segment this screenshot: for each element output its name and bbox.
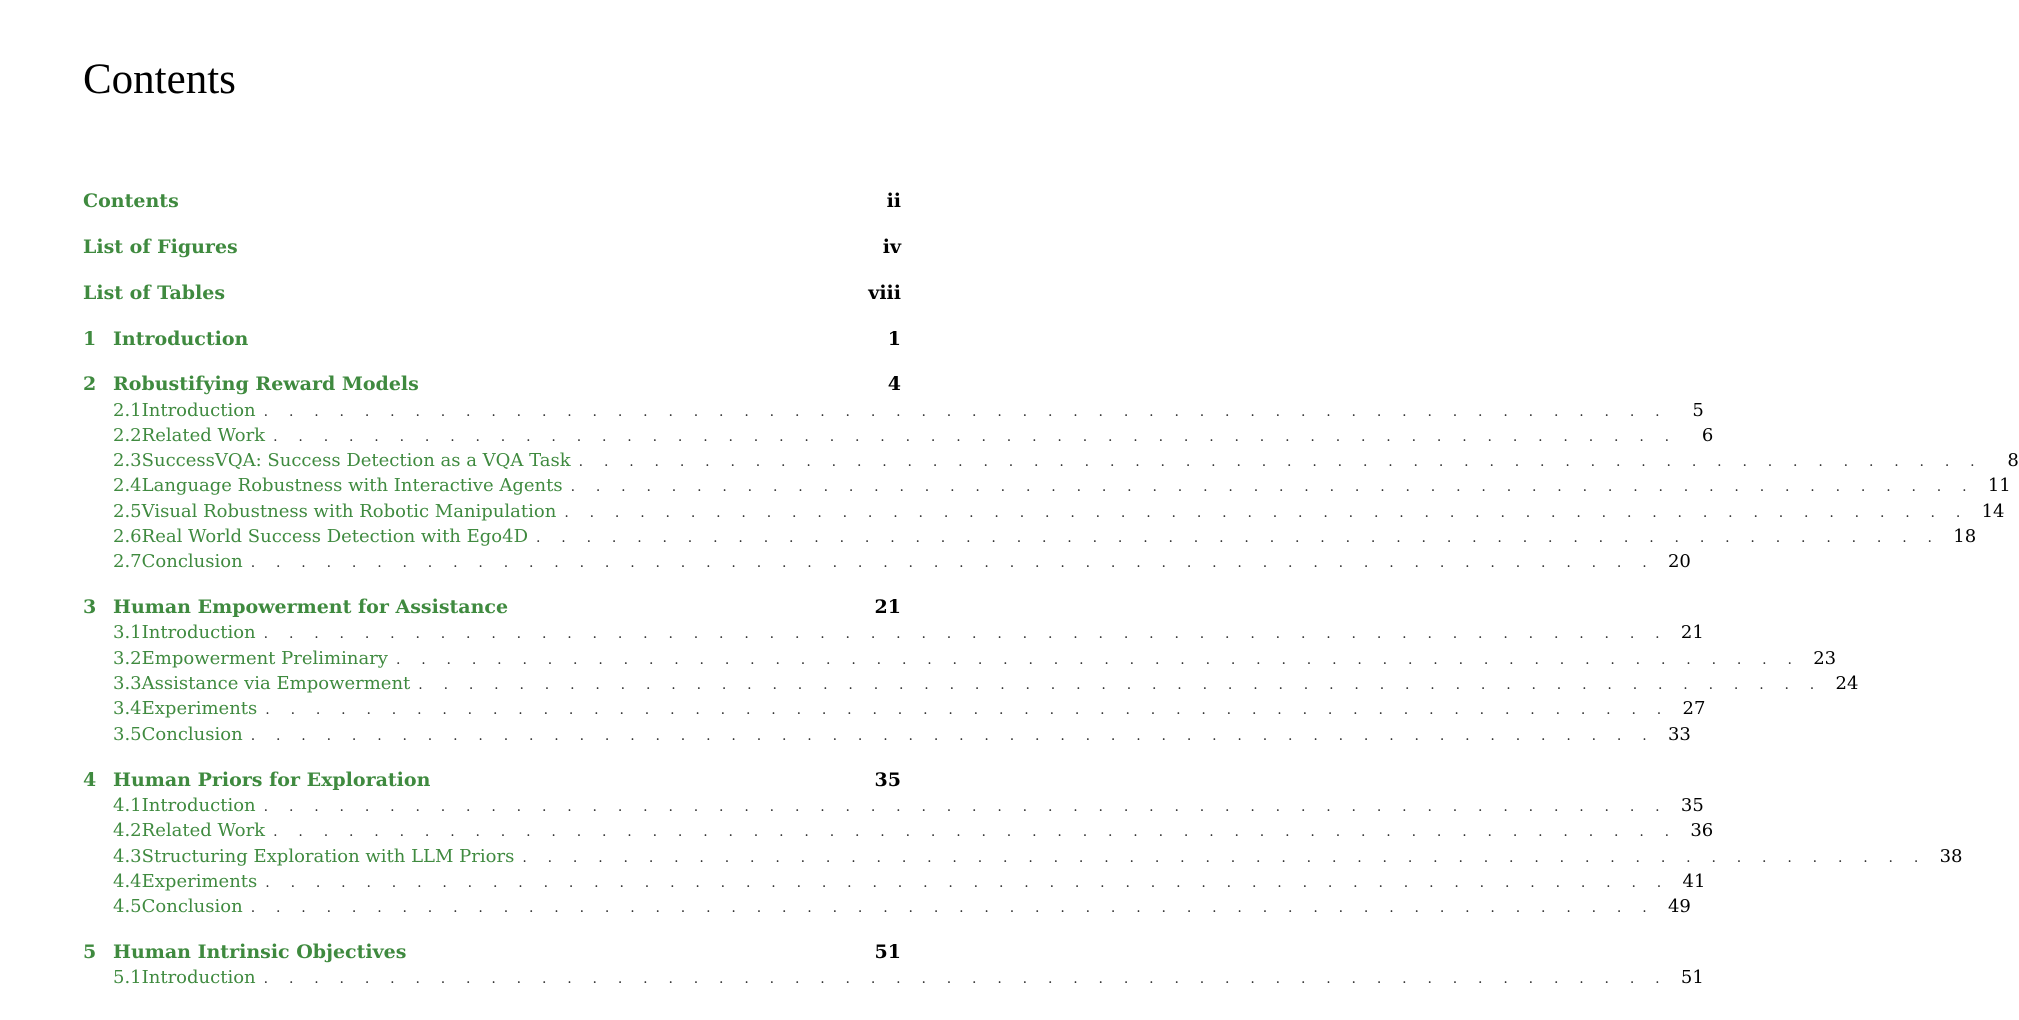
- dot-leader: . . . . . . . . . . . . . . . . . . . . . . . . . . . . . . . . . . . . . . . . . . . . . . . . . . . . . . . .: [250, 728, 1655, 744]
- dot-leader: . . . . . . . . . . . . . . . . . . . . . . . . . . . . . . . . . . . . . . . . . . . . . . . . . . . . . . . .: [522, 850, 1927, 866]
- toc-section-2-6[interactable]: [83, 526, 1977, 550]
- toc-chapter-label[interactable]: Human Priors for Exploration: [113, 769, 431, 791]
- toc-section-4-1[interactable]: [83, 795, 1704, 819]
- toc-section-4-3[interactable]: [83, 846, 1963, 870]
- toc-section-label[interactable]: Structuring Exploration with LLM Priors: [141, 846, 515, 867]
- toc-section-page: 35: [1680, 795, 1704, 816]
- toc-chapter-label[interactable]: Robustifying Reward Models: [113, 373, 419, 395]
- toc-section-page: 14: [1981, 501, 2005, 522]
- dot-leader: . . . . . . . . . . . . . . . . . . . . . . . . . . . . . . . . . . . . . . . . . . . . . . . . . . . . . . . .: [273, 824, 1678, 840]
- toc-section-3-2[interactable]: [83, 648, 1837, 672]
- toc-section-label[interactable]: Related Work: [141, 820, 266, 841]
- toc-section-4-4[interactable]: [83, 871, 1706, 895]
- toc-section-label[interactable]: Conclusion: [141, 724, 243, 745]
- toc-section-number[interactable]: 2.6: [113, 526, 142, 547]
- toc-section-label[interactable]: Experiments: [141, 871, 258, 892]
- toc-entry-page: viii: [868, 282, 901, 304]
- toc-section-2-7[interactable]: [83, 551, 1691, 575]
- dot-leader: . . . . . . . . . . . . . . . . . . . . . . . . . . . . . . . . . . . . . . . . . . . . . . . . . . . . . . . .: [570, 479, 1975, 495]
- toc-section-number[interactable]: 4.4: [113, 871, 142, 892]
- toc-section-page: 24: [1835, 673, 1859, 694]
- toc-section-page: 8: [2007, 450, 2019, 471]
- toc-section-number[interactable]: 2.3: [113, 450, 142, 471]
- toc-section-page: 11: [1987, 475, 2011, 496]
- toc-chapter-1[interactable]: [83, 328, 901, 354]
- toc-chapter-number[interactable]: 2: [83, 373, 97, 395]
- toc-section-number[interactable]: 4.1: [113, 795, 142, 816]
- dot-leader: . . . . . . . . . . . . . . . . . . . . . . . . . . . . . . . . . . . . . . . . . . . . . . . . . . . . . . . .: [273, 429, 1678, 445]
- dot-leader: . . . . . . . . . . . . . . . . . . . . . . . . . . . . . . . . . . . . . . . . . . . . . . . . . . . . . . . .: [263, 971, 1668, 987]
- toc-section-number[interactable]: 3.2: [113, 648, 142, 669]
- toc-chapter-page: 21: [874, 596, 901, 618]
- dot-leader: . . . . . . . . . . . . . . . . . . . . . . . . . . . . . . . . . . . . . . . . . . . . . . . . . . . . . . . .: [263, 626, 1668, 642]
- dot-leader: . . . . . . . . . . . . . . . . . . . . . . . . . . . . . . . . . . . . . . . . . . . . . . . . . . . . . . . .: [564, 505, 1969, 521]
- toc-section-number[interactable]: 5.1: [113, 967, 142, 988]
- toc-section-page: 6: [1701, 425, 1714, 446]
- dot-leader: . . . . . . . . . . . . . . . . . . . . . . . . . . . . . . . . . . . . . . . . . . . . . . . . . . . . . . . .: [418, 677, 1823, 693]
- toc-section-2-5[interactable]: [83, 501, 2005, 525]
- toc-section-2-4[interactable]: [83, 475, 2011, 499]
- toc-section-page: 27: [1682, 698, 1706, 719]
- toc-entry-label[interactable]: List of Figures: [83, 236, 238, 258]
- dot-leader: . . . . . . . . . . . . . . . . . . . . . . . . . . . . . . . . . . . . . . . . . . . . . . . . . . . . . . . .: [250, 555, 1655, 571]
- dot-leader: . . . . . . . . . . . . . . . . . . . . . . . . . . . . . . . . . . . . . . . . . . . . . . . . . . . . . . . .: [265, 875, 1670, 891]
- toc-section-page: 38: [1939, 846, 1963, 867]
- toc-entry-list-of-tables[interactable]: [83, 282, 901, 308]
- toc-chapter-page: 4: [887, 373, 901, 395]
- toc-section-label[interactable]: Conclusion: [141, 551, 243, 572]
- toc-chapter-number[interactable]: 4: [83, 769, 97, 791]
- toc-section-number[interactable]: 3.3: [113, 673, 142, 694]
- toc-section-4-5[interactable]: [83, 896, 1691, 920]
- toc-section-number[interactable]: 3.5: [113, 724, 142, 745]
- toc-entry-list-of-figures[interactable]: [83, 236, 901, 262]
- toc-section-page: 33: [1667, 724, 1691, 745]
- toc-section-label[interactable]: Language Robustness with Interactive Agents: [141, 475, 563, 496]
- toc-section-3-4[interactable]: [83, 698, 1706, 722]
- toc-section-label[interactable]: SuccessVQA: Success Detection as a VQA Task: [141, 450, 571, 471]
- toc-section-number[interactable]: 3.4: [113, 698, 142, 719]
- dot-leader: . . . . . . . . . . . . . . . . . . . . . . . . . . . . . . . . . . . . . . . . . . . . . . . . . . . . . . . .: [265, 702, 1670, 718]
- toc-section-label[interactable]: Related Work: [141, 425, 266, 446]
- toc-chapter-3[interactable]: [83, 596, 901, 622]
- dot-leader: . . . . . . . . . . . . . . . . . . . . . . . . . . . . . . . . . . . . . . . . . . . . . . . . . . . . . . . .: [536, 530, 1941, 546]
- toc-chapter-page: 1: [887, 328, 901, 350]
- toc-section-3-5[interactable]: [83, 724, 1691, 748]
- toc-chapter-page: 51: [874, 941, 901, 963]
- toc-section-label[interactable]: Introduction: [141, 622, 256, 643]
- toc-section-number[interactable]: 2.5: [113, 501, 142, 522]
- toc-entry-page: ii: [886, 190, 901, 212]
- dot-leader: . . . . . . . . . . . . . . . . . . . . . . . . . . . . . . . . . . . . . . . . . . . . . . . . . . . . . . . .: [578, 454, 1983, 470]
- toc-chapter-label[interactable]: Introduction: [113, 328, 249, 350]
- page-title: Contents: [83, 56, 236, 103]
- dot-leader: . . . . . . . . . . . . . . . . . . . . . . . . . . . . . . . . . . . . . . . . . . . . . . . . . . . . . . . .: [395, 652, 1801, 668]
- toc-section-page: 49: [1667, 896, 1691, 917]
- toc-section-4-2[interactable]: [83, 820, 1714, 844]
- toc-section-label[interactable]: Conclusion: [141, 896, 243, 917]
- toc-section-number[interactable]: 2.1: [113, 400, 142, 421]
- toc-chapter-page: 35: [874, 769, 901, 791]
- toc-entry-page: iv: [882, 236, 901, 258]
- toc-chapter-label[interactable]: Human Empowerment for Assistance: [113, 596, 509, 618]
- toc-chapter-5[interactable]: [83, 941, 901, 967]
- toc-section-page: 21: [1680, 622, 1704, 643]
- toc-section-label[interactable]: Introduction: [141, 795, 256, 816]
- toc-section-label[interactable]: Experiments: [141, 698, 258, 719]
- toc-entry-label[interactable]: List of Tables: [83, 282, 226, 304]
- toc-chapter-4[interactable]: [83, 769, 901, 795]
- toc-section-number[interactable]: 4.5: [113, 896, 142, 917]
- dot-leader: . . . . . . . . . . . . . . . . . . . . . . . . . . . . . . . . . . . . . . . . . . . . . . . . . . . . . . . .: [263, 404, 1668, 420]
- dot-leader: . . . . . . . . . . . . . . . . . . . . . . . . . . . . . . . . . . . . . . . . . . . . . . . . . . . . . . . .: [263, 799, 1668, 815]
- toc-section-label[interactable]: Introduction: [141, 967, 256, 988]
- toc-section-number[interactable]: 4.2: [113, 820, 142, 841]
- toc-section-2-1[interactable]: [83, 400, 1704, 424]
- toc-section-2-2[interactable]: [83, 425, 1714, 449]
- toc-section-number[interactable]: 3.1: [113, 622, 142, 643]
- toc-section-label[interactable]: Empowerment Preliminary: [141, 648, 388, 669]
- toc-section-label[interactable]: Assistance via Empowerment: [141, 673, 411, 694]
- toc-section-number[interactable]: 2.7: [113, 551, 142, 572]
- toc-chapter-2[interactable]: [83, 373, 901, 399]
- toc-section-label[interactable]: Visual Robustness with Robotic Manipulation: [141, 501, 557, 522]
- toc-section-3-3[interactable]: [83, 673, 1859, 697]
- toc-section-5-1[interactable]: [83, 967, 1704, 991]
- toc-section-page: 23: [1813, 648, 1837, 669]
- toc-entry-contents[interactable]: [83, 190, 901, 216]
- toc-section-label[interactable]: Introduction: [141, 400, 256, 421]
- toc-chapter-label[interactable]: Human Intrinsic Objectives: [113, 941, 407, 963]
- toc-chapter-number[interactable]: 1: [83, 328, 97, 350]
- toc-chapter-number[interactable]: 5: [83, 941, 97, 963]
- toc-entry-label[interactable]: Contents: [83, 190, 179, 212]
- toc-chapter-number[interactable]: 3: [83, 596, 97, 618]
- toc-section-2-3[interactable]: [83, 450, 2019, 474]
- toc-section-page: 5: [1692, 400, 1704, 421]
- toc-section-page: 41: [1682, 871, 1706, 892]
- toc-section-number[interactable]: 4.3: [113, 846, 142, 867]
- toc-section-label[interactable]: Real World Success Detection with Ego4D: [141, 526, 528, 547]
- toc-section-page: 36: [1690, 820, 1714, 841]
- toc-section-page: 18: [1953, 526, 1977, 547]
- toc-section-page: 20: [1667, 551, 1691, 572]
- dot-leader: . . . . . . . . . . . . . . . . . . . . . . . . . . . . . . . . . . . . . . . . . . . . . . . . . . . . . . . .: [250, 900, 1655, 916]
- toc-section-page: 51: [1680, 967, 1704, 988]
- toc-section-number[interactable]: 2.2: [113, 425, 142, 446]
- toc-section-3-1[interactable]: [83, 622, 1704, 646]
- toc-section-number[interactable]: 2.4: [113, 475, 142, 496]
